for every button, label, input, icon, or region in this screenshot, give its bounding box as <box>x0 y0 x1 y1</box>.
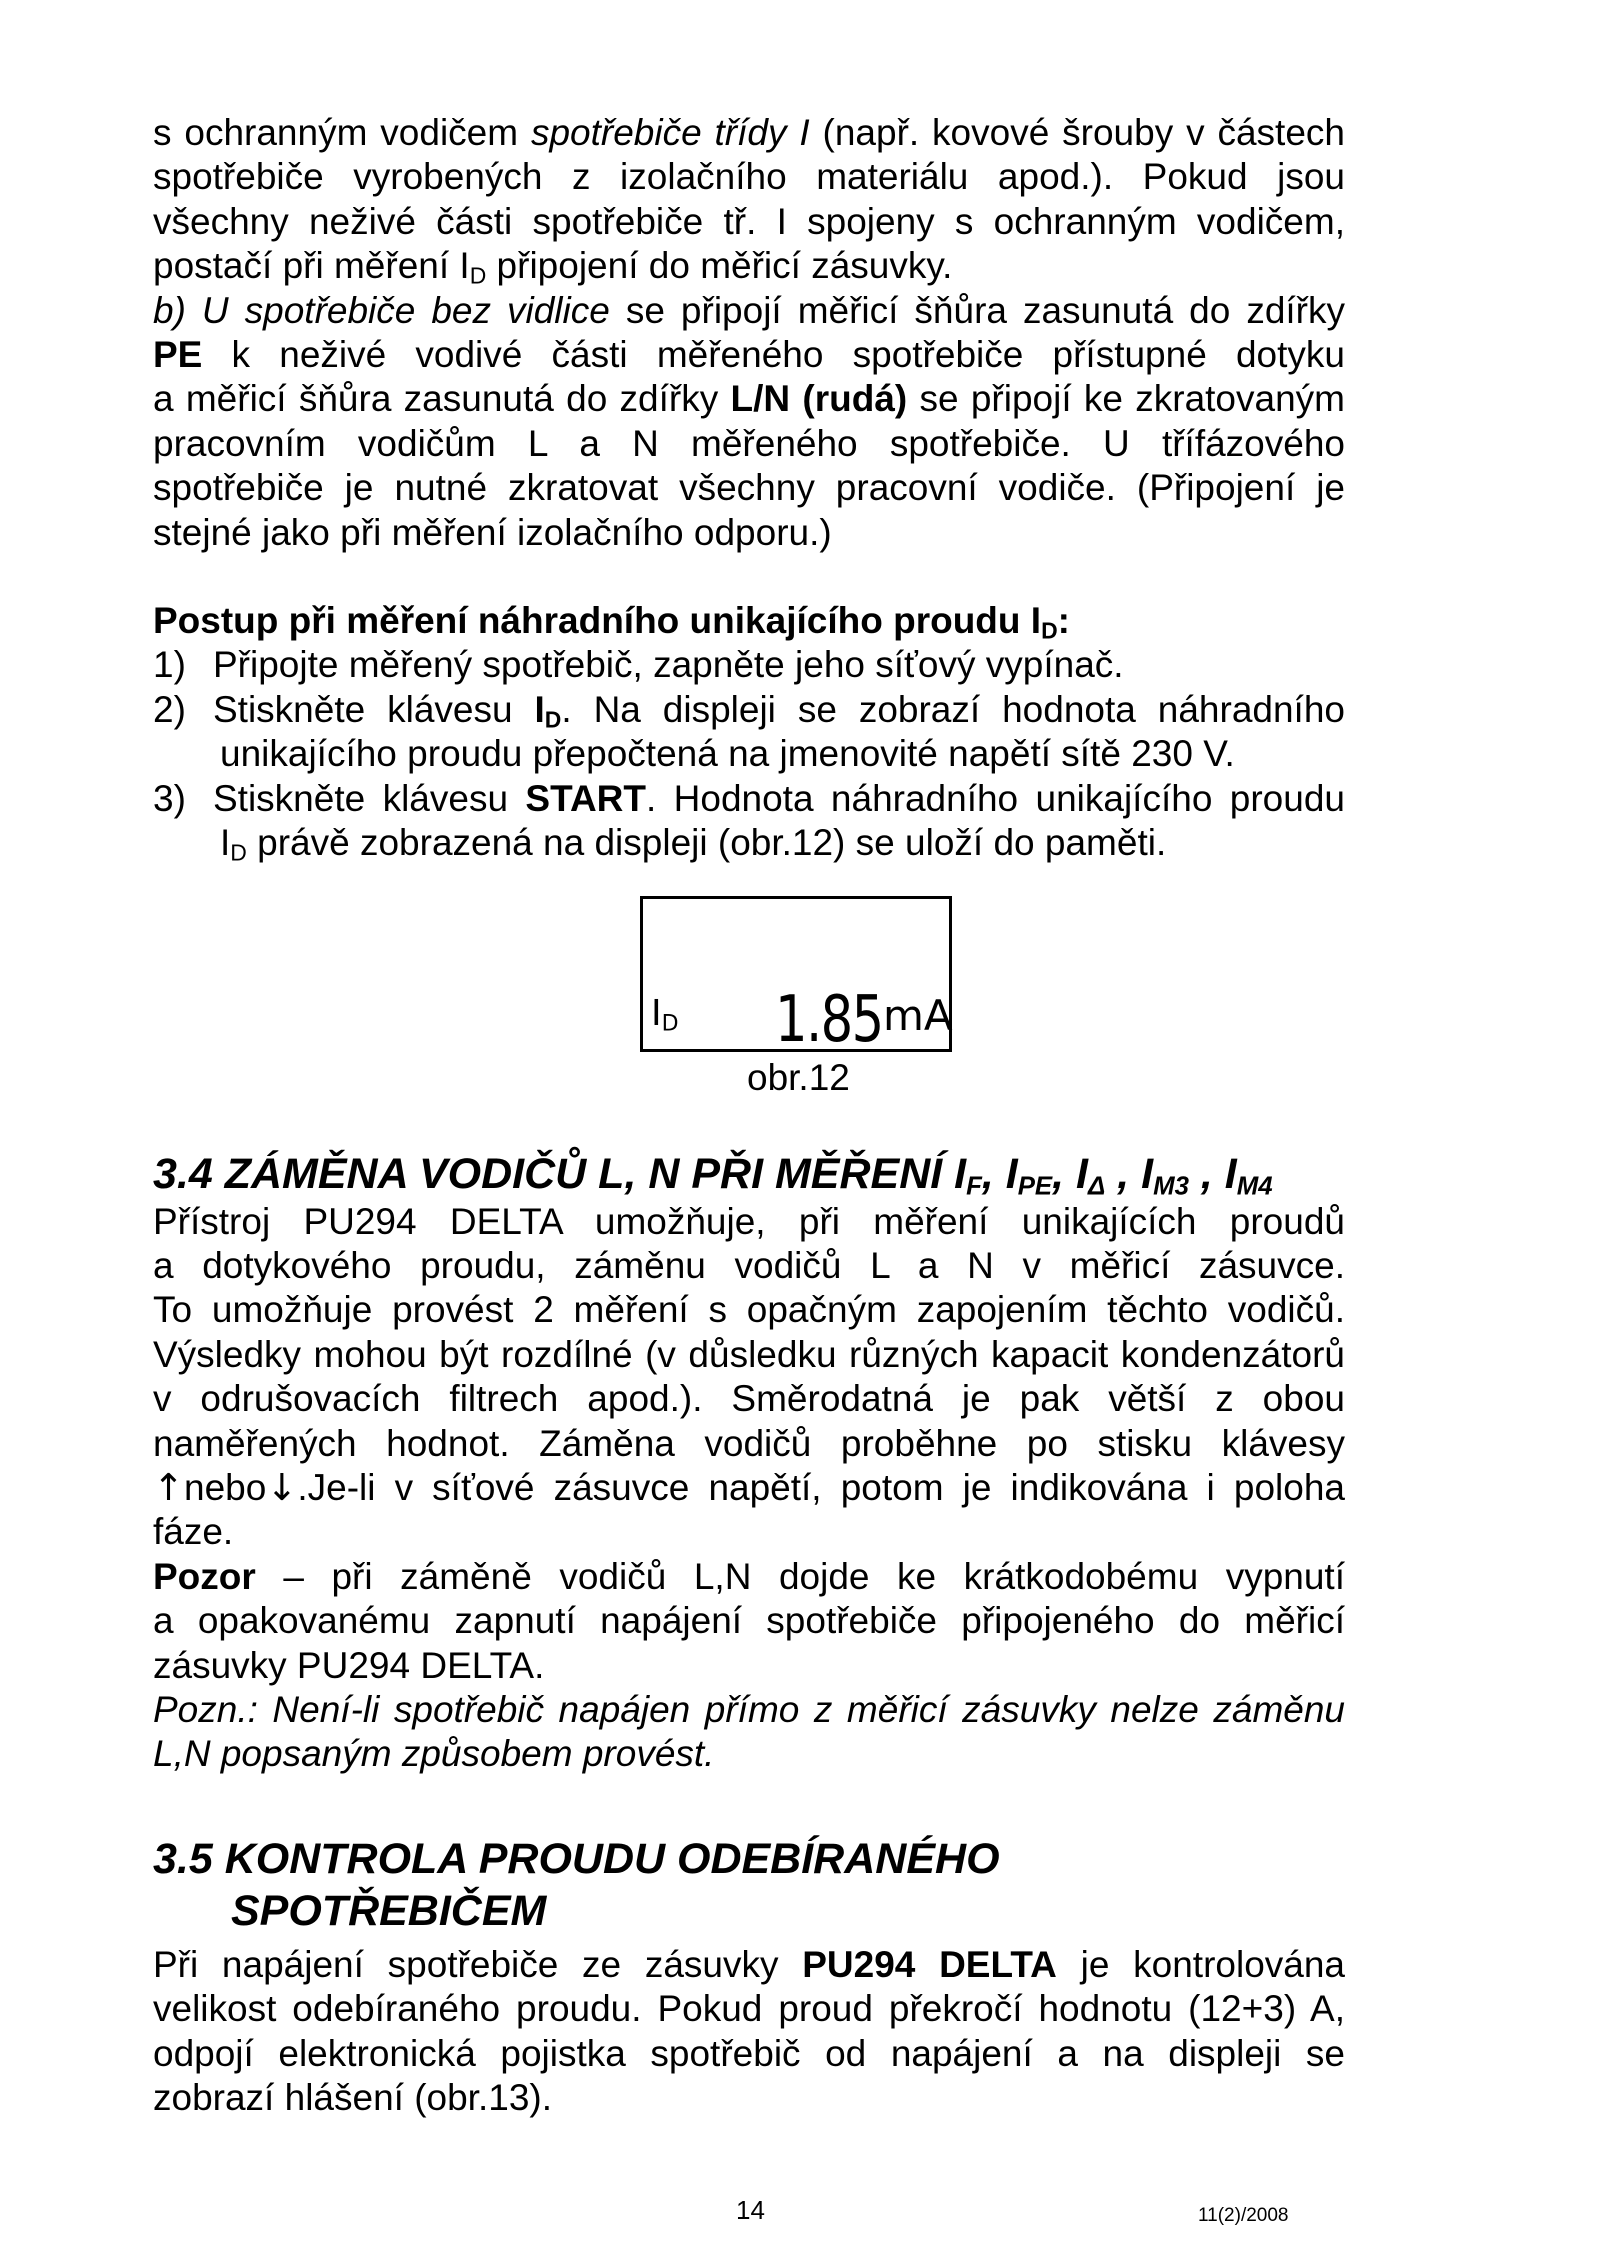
page-number: 14 <box>736 2195 765 2225</box>
text-line: velikost odebíraného proudu. Pokud proud překročí hodnotu (12+3) A, <box>153 1988 1345 2030</box>
text-line: fáze. <box>153 1511 234 1553</box>
procedure-title: Postup při měření náhradního unikajícího proudu $I_D$: <box>153 600 1070 644</box>
text-line: $I_D$ právě zobrazená na displeji (obr.12) se uloží do paměti. <box>220 822 1167 866</box>
section-heading-3-5: 3.5 KONTROLA PROUDU ODEBÍRANÉHO SPOTŘEBIČEM <box>153 1834 1000 1935</box>
text-line: unikajícího proudu přepočtená na jmenovité napětí sítě 230 V. <box>220 733 1235 775</box>
text-line: a dotykového proudu, záměnu vodičů L a N v měřicí zásuvce. <box>153 1244 1345 1286</box>
text-line: stejné jako při měření izolačního odporu.) <box>153 511 832 553</box>
text-line: spotřebiče je nutné zkratovat všechny pracovní vodiče. (Připojení je <box>153 467 1345 509</box>
text-line: pracovním vodičům L a N měřeného spotřebiče. U třífázového <box>153 422 1345 464</box>
note-line: L,N popsaným způsobem provést. <box>153 1733 715 1775</box>
section-3-5-body <box>153 1943 1345 2121</box>
lcd-label: $I_D$ <box>651 993 679 1037</box>
arrow-down-icon: ↓ <box>266 1465 298 1509</box>
spacer <box>153 1777 1345 1821</box>
text-line: s ochranným vodičem spotřebiče třídy I (např. kovové šrouby v částech <box>153 112 1345 153</box>
lcd-value: 1.85 <box>775 983 883 1058</box>
spacer <box>153 555 1345 599</box>
text-line: odpojí elektronická pojistka spotřebič od napájení a na displeji se <box>153 2032 1345 2074</box>
text-line: Přístroj PU294 DELTA umožňuje, při měření unikajících proudů <box>153 1200 1345 1242</box>
text-line: postačí při měření $I_D$ připojení do měřicí zásuvky. <box>153 245 953 289</box>
text-line: ↑nebo↓.Je-li v síťové zásuvce napětí, potom je indikována i poloha <box>153 1465 1345 1509</box>
text-line: b) U spotřebiče bez vidlice se připojí měřicí šňůra zasunutá do zdířky <box>153 289 1345 331</box>
revision-date: 11(2)/2008 <box>1198 2205 1289 2226</box>
list-item: 3) Stiskněte klávesu START. Hodnota náhradního unikajícího proudu $I_D$ právě zobrazená na displeji (obr.12) se uloží do paměti. <box>153 777 1345 866</box>
text-line: a opakovanému zapnutí napájení spotřebiče připojeného do měřicí <box>153 1600 1345 1642</box>
section-heading-3-4: 3.4 ZÁMĚNA VODIČŮ L, N PŘI MĚŘENÍ $I_F$, $I_{PE}$, $I_\Delta$ , $I_{M3}$ , $I_{M4}$ <box>153 1149 1273 1200</box>
text-line: všechny neživé části spotřebiče tř. I spojeny s ochranným vodičem, <box>153 200 1345 242</box>
lcd-unit: mA <box>883 991 953 1041</box>
arrow-up-icon: ↑ <box>153 1465 185 1509</box>
intro-paragraph <box>153 111 1345 289</box>
figure-caption: obr.12 <box>747 1056 850 1098</box>
text-line: a měřicí šňůra zasunutá do zdířky L/N (rudá) se připojí ke zkratovaným <box>153 378 1345 420</box>
option-b-paragraph <box>153 289 1345 555</box>
figure-12 <box>153 896 1345 1136</box>
list-item: 1) Připojte měřený spotřebič, zapněte jeho síťový vypínač. <box>153 644 1124 686</box>
list-item: 2) Stiskněte klávesu $I_D$. Na displeji se zobrazí hodnota náhradního unikajícího proudu přepočtená na jmenovité napětí sítě 230 V. <box>153 688 1345 777</box>
text-line: Při napájení spotřebiče ze zásuvky PU294 DELTA je kontrolována <box>153 1943 1345 1985</box>
text-line: spotřebiče vyrobených z izolačního materiálu apod.). Pokud jsou <box>153 156 1345 198</box>
note-line: Pozn.: Není-li spotřebič napájen přímo z měřicí zásuvky nelze záměnu <box>153 1688 1345 1730</box>
text-line: Stiskněte klávesu $I_D$. Na displeji se zobrazí hodnota náhradního <box>213 688 1345 733</box>
procedure-section <box>153 599 1345 865</box>
lcd-display <box>640 896 953 1058</box>
section-3-4-body <box>153 1200 1345 1777</box>
text-line: Pozor – při záměně vodičů L,N dojde ke krátkodobému vypnutí <box>153 1555 1345 1597</box>
text-line: Výsledky mohou být rozdílné (v důsledku různých kapacit kondenzátorů <box>153 1333 1345 1375</box>
text-line: PE k neživé vodivé části měřeného spotřebiče přístupné dotyku <box>153 334 1345 376</box>
text-line: v odrušovacích filtrech apod.). Směrodatná je pak větší z obou <box>153 1378 1345 1420</box>
text-line: zásuvky PU294 DELTA. <box>153 1644 545 1686</box>
text-line: zobrazí hlášení (obr.13). <box>153 2077 552 2118</box>
text-line: To umožňuje provést 2 měření s opačným zapojením těchto vodičů. <box>153 1289 1345 1331</box>
page-content <box>153 111 1345 2120</box>
text-line: naměřených hodnot. Záměna vodičů proběhne po stisku klávesy <box>153 1422 1345 1464</box>
text-line: Stiskněte klávesu START. Hodnota náhradního unikajícího proudu <box>213 777 1345 819</box>
